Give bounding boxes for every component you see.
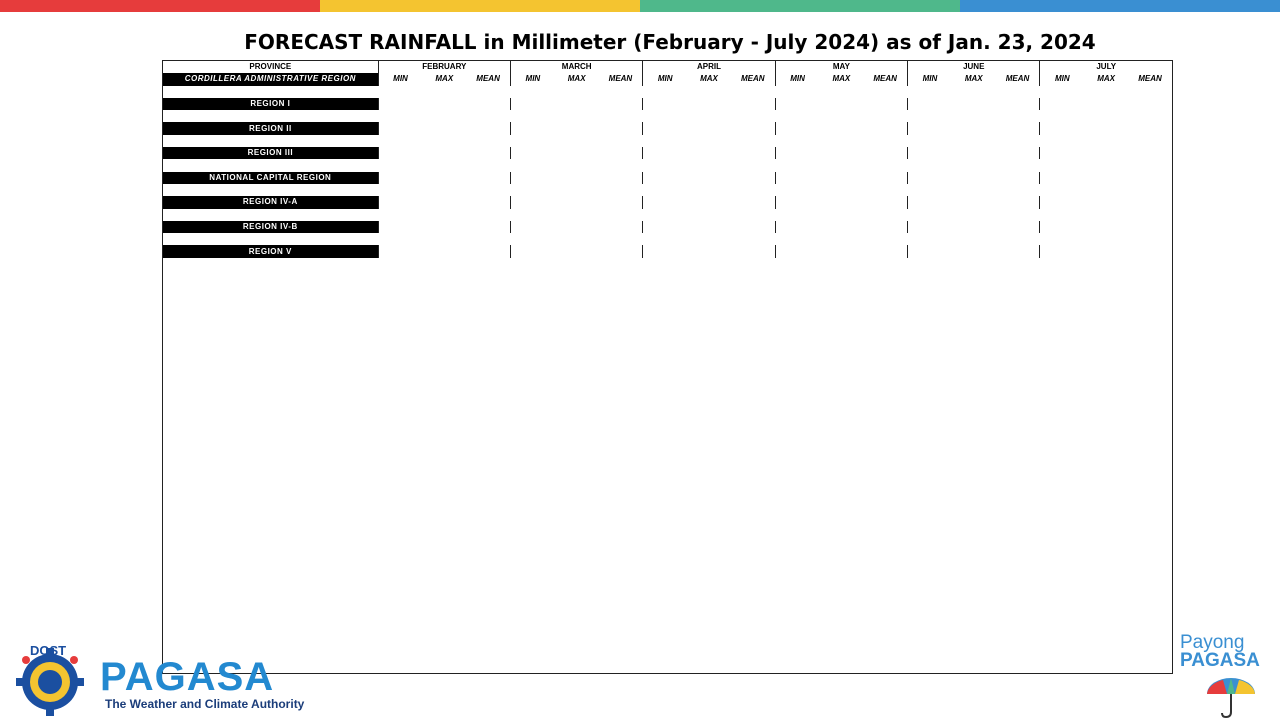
- month-header-march: MARCH: [511, 61, 643, 73]
- empty-cell: [1084, 172, 1128, 184]
- empty-cell: [422, 196, 466, 208]
- empty-cell: [511, 98, 555, 110]
- empty-cell: [466, 147, 510, 159]
- empty-cell: [775, 245, 819, 257]
- empty-cell: [643, 221, 687, 233]
- empty-cell: [1084, 98, 1128, 110]
- empty-cell: [1128, 122, 1172, 134]
- empty-cell: [422, 122, 466, 134]
- empty-cell: [687, 245, 731, 257]
- region-row: [163, 245, 1172, 257]
- region-row: [163, 122, 1172, 134]
- top-bar-yellow: [320, 0, 640, 12]
- empty-cell: [1084, 221, 1128, 233]
- empty-cell: [466, 98, 510, 110]
- subheader-max: MAX: [832, 74, 851, 84]
- region-label: REGION IV-A: [163, 196, 378, 208]
- forecast-rainfall-table: [163, 61, 1172, 258]
- empty-cell: [555, 221, 599, 233]
- subheader-max: MAX: [700, 74, 718, 84]
- dost-label: DOST: [30, 643, 67, 658]
- payong-pagasa-line2: PAGASA: [1180, 650, 1260, 671]
- empty-cell: [466, 221, 510, 233]
- region-label: REGION III: [163, 147, 378, 159]
- empty-cell: [863, 221, 907, 233]
- empty-cell: [996, 172, 1040, 184]
- empty-cell: [1040, 221, 1084, 233]
- subheader-mean: MEAN: [1005, 74, 1030, 84]
- empty-cell: [1128, 196, 1172, 208]
- empty-cell: [599, 98, 643, 110]
- empty-cell: [863, 196, 907, 208]
- forecast-table-frame: [162, 60, 1173, 674]
- subheader-mean: MEAN: [476, 74, 500, 84]
- empty-cell: [996, 98, 1040, 110]
- empty-cell: [908, 98, 952, 110]
- umbrella-icon: [1205, 676, 1257, 718]
- empty-cell: [996, 147, 1040, 159]
- empty-cell: [1084, 196, 1128, 208]
- subheader-min: MIN: [511, 73, 555, 85]
- empty-cell: [555, 196, 599, 208]
- region-label: REGION V: [163, 245, 378, 257]
- empty-cell: [952, 245, 996, 257]
- empty-cell: [1040, 245, 1084, 257]
- empty-cell: [378, 122, 422, 134]
- region-row: [163, 221, 1172, 233]
- empty-cell: [908, 172, 952, 184]
- empty-cell: [643, 172, 687, 184]
- empty-cell: [1040, 98, 1084, 110]
- empty-cell: [643, 196, 687, 208]
- empty-cell: [731, 245, 775, 257]
- empty-cell: [687, 196, 731, 208]
- empty-cell: [775, 147, 819, 159]
- empty-cell: [378, 172, 422, 184]
- empty-cell: [996, 196, 1040, 208]
- region-label: CORDILLERA ADMINISTRATIVE REGION: [163, 73, 378, 85]
- month-header-may: MAY: [775, 61, 907, 73]
- region-row: [163, 196, 1172, 208]
- empty-cell: [555, 172, 599, 184]
- empty-cell: [466, 122, 510, 134]
- subheader-min: MIN: [775, 73, 819, 85]
- spacer-row: [163, 135, 1172, 147]
- subheader-mean: MEAN: [608, 74, 633, 84]
- empty-cell: [863, 245, 907, 257]
- spacer-cell: [163, 135, 1172, 147]
- empty-cell: [952, 196, 996, 208]
- empty-cell: [378, 196, 422, 208]
- empty-cell: [1040, 172, 1084, 184]
- empty-cell: [1084, 122, 1128, 134]
- spacer-row: [163, 184, 1172, 196]
- empty-cell: [1040, 147, 1084, 159]
- subheader-max: MAX: [1097, 74, 1115, 84]
- empty-cell: [819, 196, 863, 208]
- empty-cell: [908, 196, 952, 208]
- empty-cell: [952, 172, 996, 184]
- empty-cell: [952, 98, 996, 110]
- empty-cell: [599, 245, 643, 257]
- empty-cell: [511, 196, 555, 208]
- empty-cell: [687, 172, 731, 184]
- empty-cell: [422, 147, 466, 159]
- pagasa-tagline: The Weather and Climate Authority: [105, 697, 305, 711]
- empty-cell: [599, 147, 643, 159]
- spacer-cell: [163, 110, 1172, 122]
- empty-cell: [378, 221, 422, 233]
- subheader-min: MIN: [643, 73, 687, 85]
- empty-cell: [687, 221, 731, 233]
- empty-cell: [643, 122, 687, 134]
- top-bar-red: [0, 0, 320, 12]
- pagasa-wordmark: PAGASA: [100, 655, 275, 699]
- region-label: REGION IV-B: [163, 221, 378, 233]
- empty-cell: [819, 98, 863, 110]
- empty-cell: [555, 98, 599, 110]
- empty-cell: [731, 172, 775, 184]
- empty-cell: [511, 221, 555, 233]
- subheader-mean: MEAN: [873, 74, 897, 84]
- empty-cell: [599, 122, 643, 134]
- empty-cell: [555, 122, 599, 134]
- empty-cell: [422, 172, 466, 184]
- month-header-june: JUNE: [908, 61, 1040, 73]
- spacer-cell: [163, 86, 1172, 98]
- subheader-max: MAX: [964, 74, 983, 84]
- empty-cell: [863, 147, 907, 159]
- empty-cell: [1128, 221, 1172, 233]
- empty-cell: [378, 98, 422, 110]
- empty-cell: [511, 122, 555, 134]
- empty-cell: [422, 245, 466, 257]
- empty-cell: [643, 147, 687, 159]
- empty-cell: [1128, 172, 1172, 184]
- empty-cell: [731, 122, 775, 134]
- subheader-max: MAX: [435, 74, 454, 84]
- empty-cell: [378, 245, 422, 257]
- empty-cell: [908, 221, 952, 233]
- subheader-max: MAX: [567, 74, 586, 84]
- top-bar-blue: [960, 0, 1280, 12]
- empty-cell: [599, 172, 643, 184]
- empty-cell: [1040, 196, 1084, 208]
- empty-cell: [1128, 147, 1172, 159]
- slide-title: FORECAST RAINFALL in Millimeter (February - July 2024) as of Jan. 23, 2024: [244, 30, 1096, 54]
- spacer-row: [163, 86, 1172, 98]
- empty-cell: [863, 98, 907, 110]
- empty-cell: [1128, 245, 1172, 257]
- empty-cell: [731, 221, 775, 233]
- empty-cell: [555, 245, 599, 257]
- empty-cell: [775, 221, 819, 233]
- month-header-february: FEBRUARY: [378, 61, 510, 73]
- empty-cell: [952, 122, 996, 134]
- region-label: REGION II: [163, 122, 378, 134]
- empty-cell: [731, 147, 775, 159]
- empty-cell: [1128, 98, 1172, 110]
- subheader-min: MIN: [378, 73, 422, 85]
- spacer-row: [163, 209, 1172, 221]
- empty-cell: [775, 172, 819, 184]
- empty-cell: [908, 245, 952, 257]
- empty-cell: [511, 147, 555, 159]
- empty-cell: [466, 196, 510, 208]
- empty-cell: [908, 147, 952, 159]
- empty-cell: [555, 147, 599, 159]
- empty-cell: [819, 122, 863, 134]
- empty-cell: [466, 172, 510, 184]
- empty-cell: [819, 172, 863, 184]
- empty-cell: [775, 98, 819, 110]
- spacer-row: [163, 159, 1172, 171]
- empty-cell: [1084, 147, 1128, 159]
- empty-cell: [687, 122, 731, 134]
- region-row: [163, 147, 1172, 159]
- empty-cell: [422, 98, 466, 110]
- spacer-row: [163, 110, 1172, 122]
- empty-cell: [643, 245, 687, 257]
- top-bar-green: [640, 0, 960, 12]
- month-header-july: JULY: [1040, 61, 1172, 73]
- empty-cell: [422, 221, 466, 233]
- empty-cell: [952, 221, 996, 233]
- subheader-mean: MEAN: [741, 74, 765, 84]
- empty-cell: [996, 122, 1040, 134]
- empty-cell: [819, 221, 863, 233]
- empty-cell: [1040, 122, 1084, 134]
- empty-cell: [599, 196, 643, 208]
- empty-cell: [996, 245, 1040, 257]
- empty-cell: [731, 196, 775, 208]
- province-header: PROVINCE: [249, 62, 292, 72]
- month-header-row: [163, 61, 1172, 73]
- empty-cell: [863, 122, 907, 134]
- region-label: REGION I: [163, 98, 378, 110]
- top-color-bar: [0, 0, 1280, 12]
- spacer-cell: [163, 159, 1172, 171]
- month-header-april: APRIL: [643, 61, 775, 73]
- empty-cell: [819, 245, 863, 257]
- region-label: NATIONAL CAPITAL REGION: [163, 172, 378, 184]
- empty-cell: [952, 147, 996, 159]
- payong-pagasa-line1: Payong: [1180, 632, 1245, 653]
- empty-cell: [731, 98, 775, 110]
- empty-cell: [819, 147, 863, 159]
- empty-cell: [466, 245, 510, 257]
- empty-cell: [687, 98, 731, 110]
- empty-cell: [908, 122, 952, 134]
- empty-cell: [775, 122, 819, 134]
- empty-cell: [863, 172, 907, 184]
- subheader-mean: MEAN: [1138, 74, 1162, 84]
- empty-cell: [775, 196, 819, 208]
- spacer-cell: [163, 184, 1172, 196]
- subheader-min: MIN: [1040, 73, 1084, 85]
- empty-cell: [643, 98, 687, 110]
- region-row: [163, 98, 1172, 110]
- region-row: [163, 172, 1172, 184]
- spacer-cell: [163, 209, 1172, 221]
- empty-cell: [511, 172, 555, 184]
- empty-cell: [1084, 245, 1128, 257]
- empty-cell: [378, 147, 422, 159]
- empty-cell: [511, 245, 555, 257]
- empty-cell: [996, 221, 1040, 233]
- empty-cell: [599, 221, 643, 233]
- region-row: [163, 73, 1172, 85]
- empty-cell: [687, 147, 731, 159]
- subheader-min: MIN: [908, 73, 952, 85]
- spacer-cell: [163, 233, 1172, 245]
- spacer-row: [163, 233, 1172, 245]
